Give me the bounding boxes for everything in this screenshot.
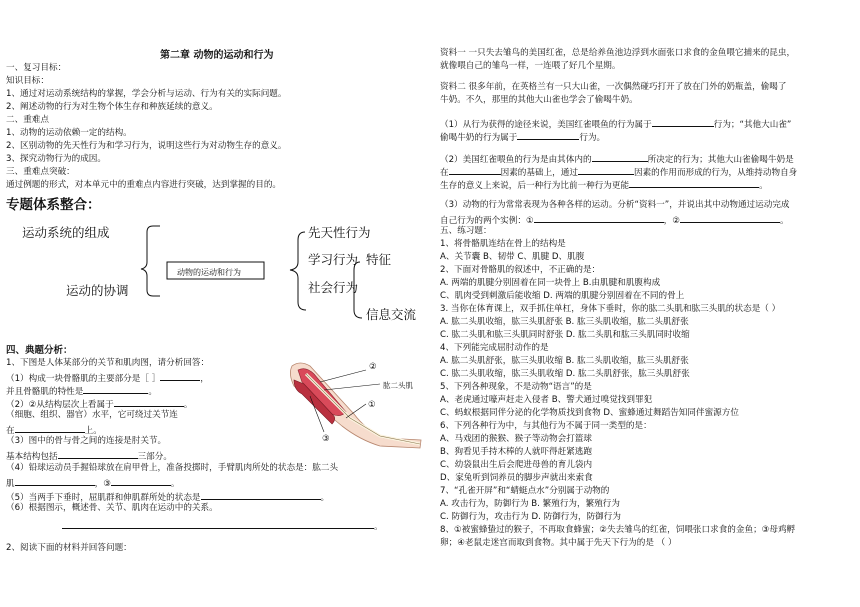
exercise-6-c: C、幼袋鼠出生后会爬进母兽的育儿袋内 bbox=[440, 460, 593, 470]
diagram-left-top: 运动系统的组成 bbox=[22, 225, 110, 240]
exercise-3-cd: C. 肱二头肌和肱三头肌同时舒张 D. 肱二头肌和肱三头肌同时收缩 bbox=[440, 330, 690, 340]
q1-part6-answer: 。 bbox=[62, 519, 383, 533]
exercise-1-options: A、关节囊 B、韧带 C、肌腱 D、肌腹 bbox=[440, 252, 585, 262]
exercise-2-cd: C、肌肉受到刺激后能收缩 D. 两端的肌腱分别固着在不同的骨上 bbox=[440, 291, 685, 301]
exercise-8-b: 卵；④老鼠走迷宫而取到食物。其中属于先天下行为的是 （ ） bbox=[440, 538, 677, 548]
exercise-7-ab: A. 攻击行为，防御行为 B. 繁殖行为，繁殖行为 bbox=[440, 499, 620, 509]
exercise-2-ab: A. 两端的肌腱分别固着在同一块骨上 B.由肌腱和肌腹构成 bbox=[440, 278, 661, 288]
exercise-5-cd: C、蚂蚁根据同伴分泌的化学物质找到食物 D、蜜蜂通过舞蹈告知同伴蜜源方位 bbox=[440, 408, 739, 418]
q1-part5: （5）当两手下垂时，屈肌群和伸肌群所处的状态是 。 bbox=[6, 490, 329, 504]
label-3: ③ bbox=[322, 434, 330, 444]
q1-intro: 1、下图是人体某部分的关节和肌肉图，请分析回答： bbox=[6, 358, 210, 368]
label-1: ① bbox=[368, 400, 376, 410]
exercise-6-a: A、马戏团的猴猴、猴子等动物会打篮球 bbox=[440, 434, 592, 444]
exercise-4-ab: A. 肱二头肌舒张，肱三头肌收缩 B. 肱二头肌收缩，肱三头肌舒张 bbox=[440, 356, 689, 366]
exercise-5: 5、下列各种现象，不是动物“语言”的是 bbox=[440, 382, 592, 392]
q1-part1-b: 并且骨骼肌的特性是 。 bbox=[6, 384, 157, 398]
exercise-2: 2、下面对骨骼肌的叙述中，不正确的是： bbox=[440, 265, 601, 275]
q1-part3-b: 基本结构包括 三部分。 bbox=[6, 449, 172, 463]
q1-part2-c: 在 上。 bbox=[6, 423, 102, 437]
analysis-heading: 四、典题分析： bbox=[6, 345, 73, 356]
break-1: 通过例题的形式，对本单元中的重难点内容进行突破，达到掌握的目的。 bbox=[6, 180, 282, 190]
diagram-social: 社会行为 bbox=[308, 280, 359, 295]
exercise-5-ab: A、老虎通过嚎声赶走入侵者 B、警犬通过嗅觉找到罪犯 bbox=[440, 395, 653, 405]
review-heading: 一、复习目标： bbox=[6, 63, 67, 73]
key-1: 1、动物的运动依赖一定的结构。 bbox=[6, 128, 132, 138]
exercise-4-cd: C. 肱二头肌收缩，肱三头肌收缩 D. 肱二头肌舒张，肱三头肌舒张 bbox=[440, 369, 690, 379]
diagram-learned: 学习行为 bbox=[308, 252, 359, 267]
answer-1-a: （1）从行为获得的途径来说，美国红雀喂鱼的行为属于 行为；“其他大山雀” bbox=[440, 117, 791, 131]
arm-illustration bbox=[280, 360, 425, 459]
q1-part3: （3）图中的骨与骨之间的连接是肘关节。 bbox=[6, 436, 167, 446]
q2-intro: 2、阅读下面的材料并回答问题： bbox=[6, 543, 132, 553]
material-2-a: 资料二 很多年前，在英格兰有一只大山雀，一次偶然碰巧打开了放在门外的奶瓶盖，偷喝了 bbox=[440, 82, 787, 92]
chapter-title: 第二章 动物的运动和行为 bbox=[160, 50, 274, 61]
diagram-innate: 先天性行为 bbox=[308, 225, 371, 240]
exercise-3-ab: A. 肱二头肌收缩，肱三头肌舒张 B. 肱三头肌收缩，肱二头肌舒张 bbox=[440, 317, 689, 327]
q1-part6: （6）根据图示，概述骨、关节、肌肉在运动中的关系。 bbox=[6, 503, 218, 513]
material-1-a: 资料一 一只失去雏鸟的美国红雀，总是给养鱼池边浮到水面张口求食的金鱼喂它捕来的昆虫， bbox=[440, 48, 796, 58]
system-heading: 专题体系整合： bbox=[6, 197, 101, 213]
exercise-6-d: D、家兔听到饲养员的脚步声就出来索食 bbox=[440, 473, 593, 483]
goal-2: 2、阐述动物的行为对生物个体生存和种族延续的意义。 bbox=[6, 102, 218, 112]
exercise-3: 3. 当你在体育课上，双手抓住单杠，身体下垂时，你的肱二头肌和肱三头肌的状态是（ ） bbox=[440, 304, 781, 314]
exercise-heading: 五、练习题： bbox=[440, 226, 492, 236]
exercise-6-b: B、狗看见手持木棒的人就吓得赶紧逃跑 bbox=[440, 447, 592, 457]
answer-3-a: （3）动物的行为常常表现为各种各样的运动。分析“资料一”，并说出其中动物通过运动完成 bbox=[440, 200, 790, 210]
exercise-4: 4、下列能完成屈肘动作的是 bbox=[440, 343, 549, 353]
key-heading: 二、重难点 bbox=[6, 115, 49, 125]
q1-part4: （4）铅球运动员手握铅球放在肩甲骨上，准备投掷时，手臂肌肉所处的状态是：肱二头 bbox=[6, 463, 339, 473]
exercise-7-cd: C. 防御行为，攻击行为 D. 防御行为，防御行为 bbox=[440, 512, 621, 522]
exercise-8-a: 8、①被蜜蜂蛰过的猴子，不再取食蜂蜜；②失去雏鸟的红雀，饲喂张口求食的金鱼；③母鸡孵 bbox=[440, 525, 796, 535]
label-biceps: 肱二头肌 bbox=[383, 381, 413, 390]
exercise-7: 7、“孔雀开屏”和“蜻蜓点水”分别属于动物的 bbox=[440, 486, 610, 496]
break-heading: 三、重难点突破： bbox=[6, 167, 75, 177]
exercise-1: 1、将骨骼肌连结在骨上的结构是 bbox=[440, 239, 566, 249]
goal-1: 1、通过对运动系统结构的掌握，学会分析与运动、行为有关的实际问题。 bbox=[6, 89, 287, 99]
answer-2-c: 生存的意义上来说，后一种行为比前一种行为更能 。 bbox=[440, 178, 768, 192]
answer-2-b: 在 因素的基础上，通过 因素的作用而形成的行为，从维持动物自身 bbox=[440, 165, 797, 179]
q1-part2-b: （细胞、组织、器官）水平，它可绕过关节连 bbox=[6, 410, 178, 420]
label-2: ② bbox=[369, 362, 377, 372]
material-1-b: 就像喂自己的雏鸟一样，一连喂了好几个星期。 bbox=[440, 61, 621, 71]
answer-1-b: 偷喝牛奶的行为属于 行为。 bbox=[440, 130, 605, 144]
key-3: 3、探究动物行为的成因。 bbox=[6, 154, 106, 164]
q1-part2: （2）②从结构层次上看属于 。 bbox=[6, 397, 192, 411]
answer-2-a: （2）美国红雀喂鱼的行为是由其体内的 所决定的行为；其他大山雀偷喝牛奶是 bbox=[440, 152, 794, 166]
diagram-center: 动物的运动和行为 bbox=[177, 268, 241, 277]
q1-part4-b: 肌 ，③ 。 bbox=[6, 476, 180, 490]
answer-3-b: 自己行为的两个实例：① ，② 。 bbox=[440, 213, 789, 227]
exercise-6: 6、下列各种行为中，与其他行为不属于同一类型的是： bbox=[440, 421, 652, 431]
knowledge-label: 知识目标： bbox=[6, 76, 49, 86]
key-2: 2、区别动物的先天性行为和学习行为，说明这些行为对动物生存的意义。 bbox=[6, 141, 287, 151]
diagram-left-bottom: 运动的协调 bbox=[66, 283, 129, 298]
material-2-b: 牛奶。不久，那里的其他大山雀也学会了偷喝牛奶。 bbox=[440, 95, 638, 105]
diagram-feature: 特征 bbox=[366, 252, 392, 267]
diagram-communication: 信息交流 bbox=[366, 307, 417, 322]
q1-part1: （1）构成一块骨骼肌的主要部分是［ ］ ， bbox=[6, 371, 209, 385]
